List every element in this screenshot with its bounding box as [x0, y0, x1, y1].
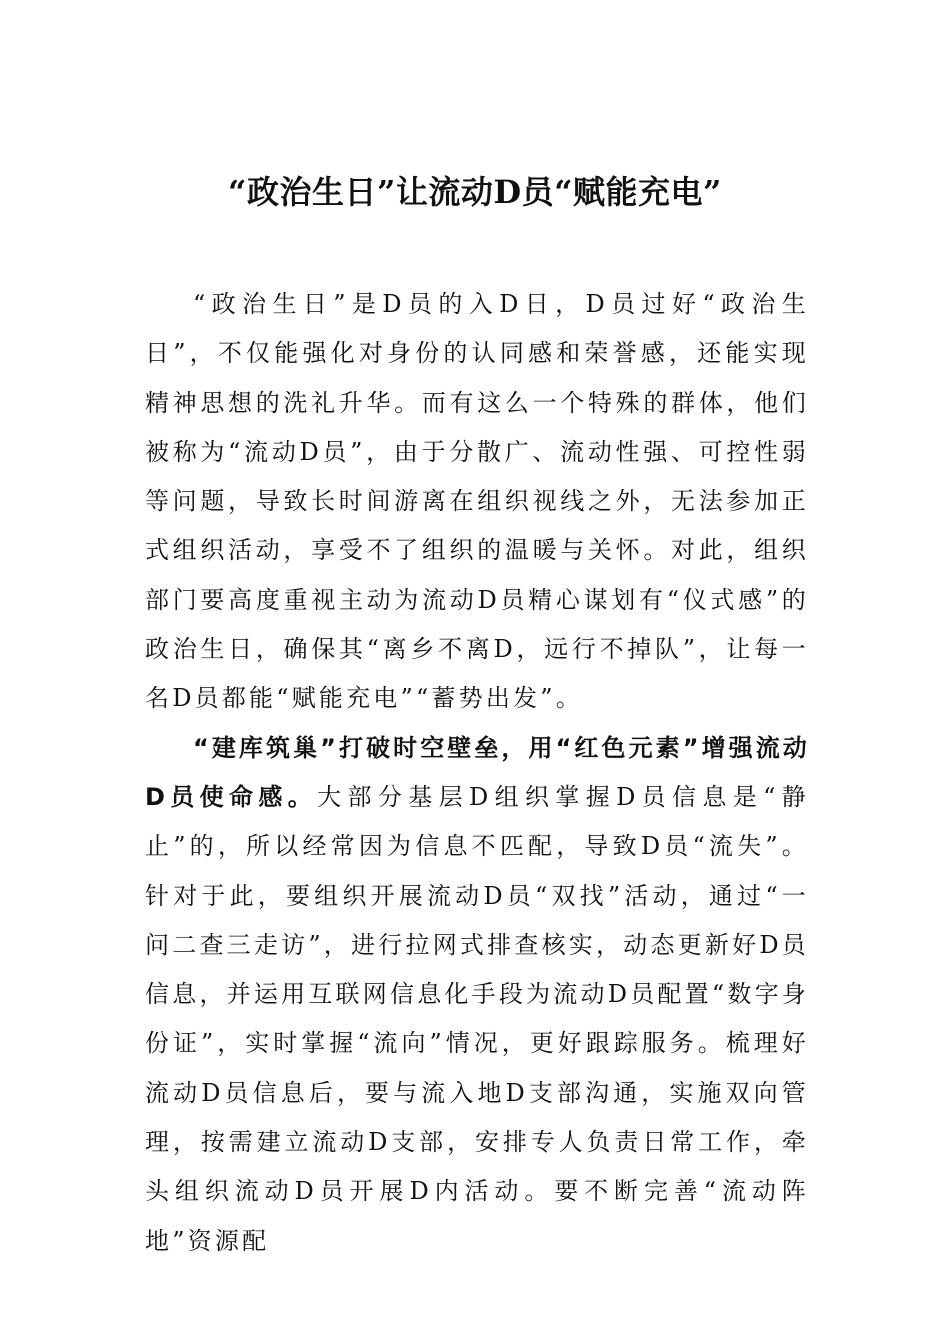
document-body — [145, 280, 809, 1266]
paragraph-text: “政治生日”是D员的入D日，D员过好“政治生日”，不仅能强化对身份的认同感和荣誉感，还能实现精神思想的洗礼升华。而有这么一个特殊的群体，他们被称为“流动D员”，由于分散广、流动性强、可控性弱等问题，导致长时间游离在组织视线之外，无法参加正式组织活动，享受不了组织的温暖与关怀。对此，组织部门要高度重视主动为流动D员精心谋划有“仪式感”的政治生日，确保其“离乡不离D，远行不掉队”，让每一名D员都能“赋能充电”“蓄势出发”。 — [145, 290, 809, 713]
paragraph-intro — [145, 280, 809, 724]
paragraph-text: 大部分基层D组织掌握D员信息是“静止”的，所以经常因为信息不匹配，导致D员“流失”。针对于此，要组织开展流动D员“双找”活动，通过“一问二查三走访”，进行拉网式排查核实，动态更新好D员信息，并运用互联网信息化手段为流动D员配置“数字身份证”，实时掌握“流向”情况，更好跟踪服务。梳理好流动D员信息后，要与流入地D支部沟通，实施双向管理，按需建立流动D支部，安排专人负责日常工作，牵头组织流动D员开展D内活动。要不断完善“流动阵地”资源配 — [145, 782, 809, 1255]
paragraph-section-1 — [145, 724, 809, 1266]
document-title: “政治生日”让流动D员“赋能充电” — [228, 173, 722, 211]
paragraph-lead-heading: “建库筑巢”打破时空壁垒，用“红色元素”增强流动D员使命感。 — [145, 733, 809, 811]
